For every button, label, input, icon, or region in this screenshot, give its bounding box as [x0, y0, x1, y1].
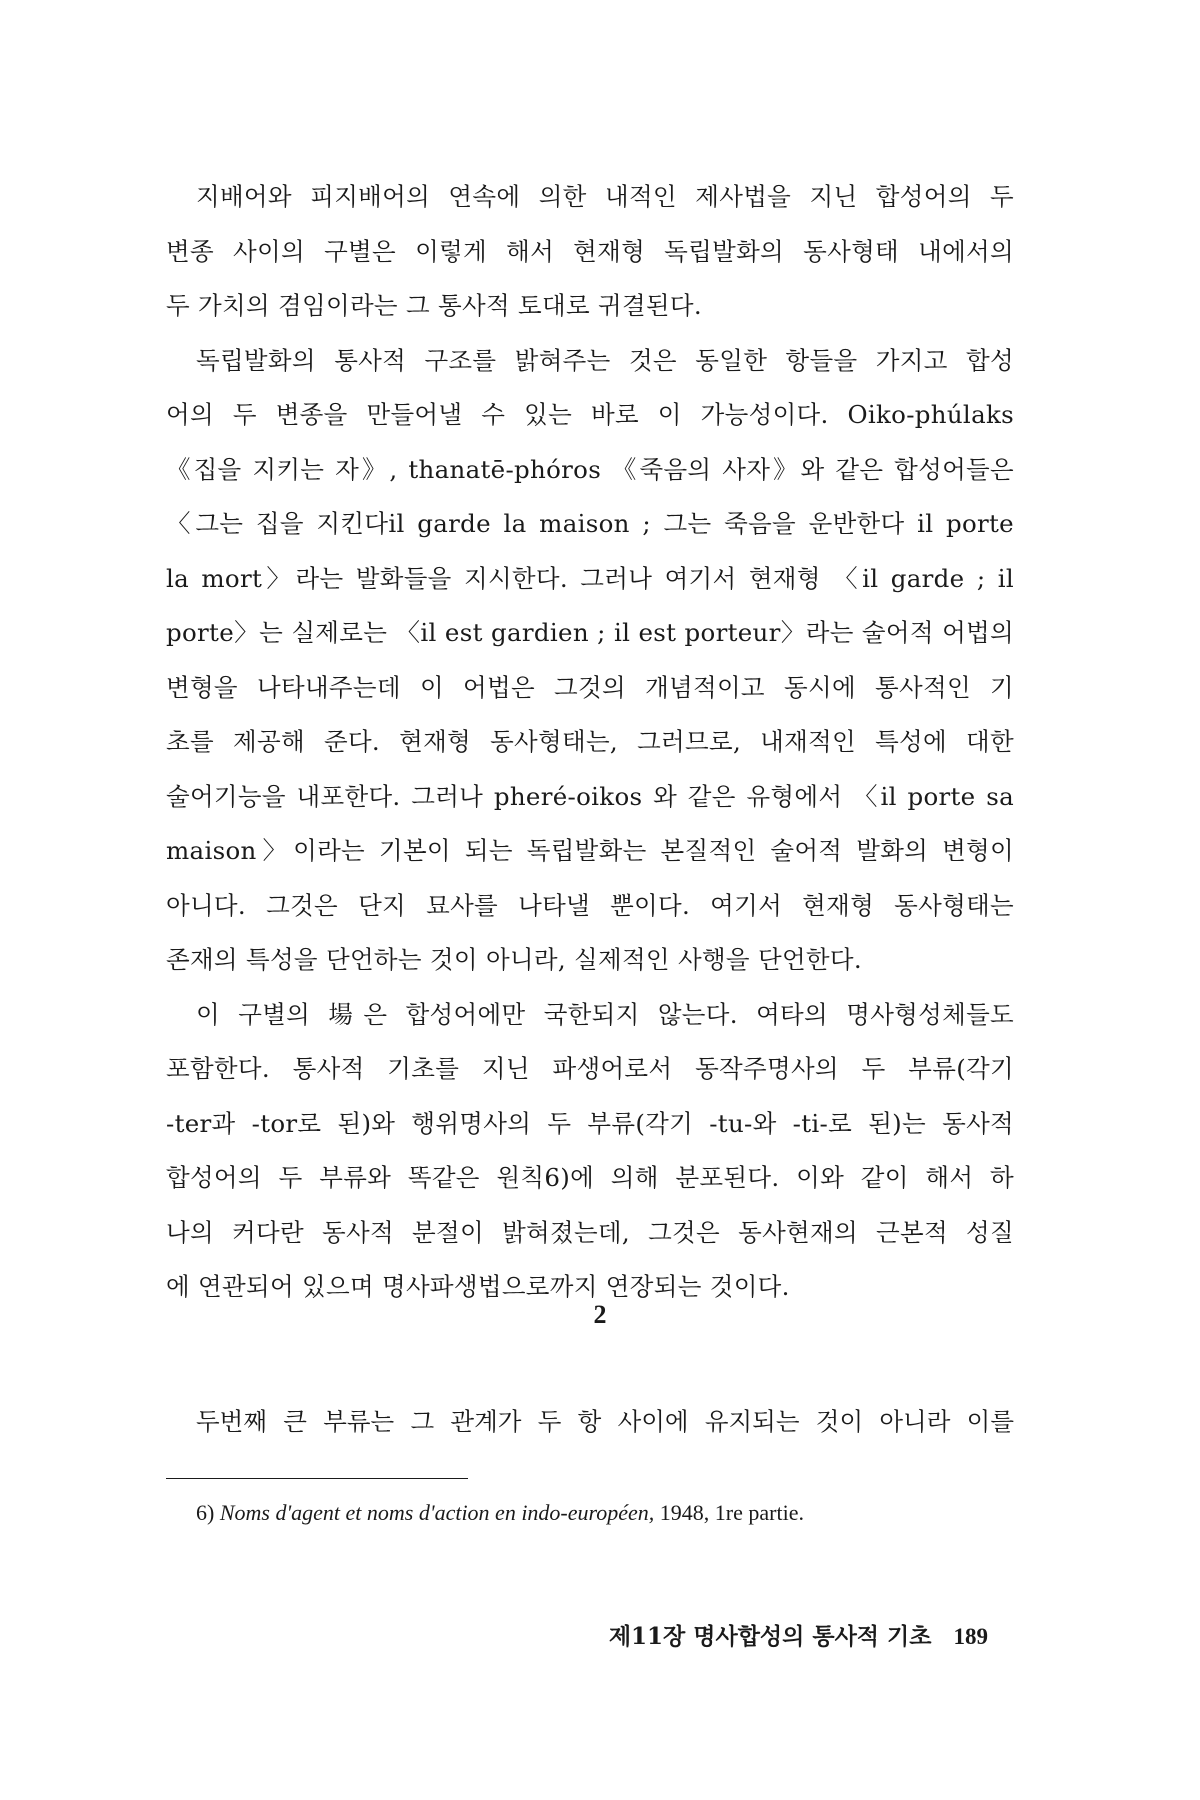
- footnote-marker: 6): [196, 1500, 215, 1525]
- text-line: 《집을 지키는 자》, thanatē-phóros 《죽음의 사자》와 같은 합성어들은: [166, 454, 1014, 484]
- text-line: 아니다. 그것은 단지 묘사를 나타낼 뿐이다. 여기서 현재형 동사형태는: [166, 890, 1014, 920]
- text-line: 지배어와 피지배어의 연속에 의한 내적인 제사법을 지닌 합성어의 두: [196, 182, 1014, 211]
- footnote-divider: [166, 1478, 468, 1479]
- text-line: 존재의 특성을 단언하는 것이 아니라, 실제적인 사행을 단언한다.: [166, 945, 862, 974]
- text-line: 초를 제공해 준다. 현재형 동사형태는, 그러므로, 내재적인 특성에 대한: [166, 727, 1014, 756]
- text-line: 포함한다. 통사적 기초를 지닌 파생어로서 동작주명사의 두 부류(각기: [166, 1054, 1014, 1083]
- footnote: [196, 1498, 804, 1528]
- text-line: 〈그는 집을 지킨다il garde la maison ; 그는 죽음을 운반한다 il porte: [166, 509, 1014, 538]
- section-number: 2: [593, 1300, 607, 1329]
- text-line: la mort〉라는 발화들을 지시한다. 그러나 여기서 현재형 〈il garde ; il: [166, 563, 1014, 593]
- text-line: 이 구별의 場은 합성어에만 국한되지 않는다. 여타의 명사형성체들도: [196, 999, 1014, 1029]
- page-number: 189: [953, 1624, 988, 1649]
- text-line: maison〉이라는 기본이 되는 독립발화는 본질적인 술어적 발화의 변형이: [166, 836, 1014, 865]
- running-footer: [609, 1622, 988, 1652]
- text-line: 합성어의 두 부류와 똑같은 원칙6)에 의해 분포된다. 이와 같이 해서 하: [166, 1163, 1014, 1192]
- text-line: 변형을 나타내주는데 이 어법은 그것의 개념적이고 동시에 통사적인 기: [166, 672, 1014, 702]
- text-line: 어의 두 변종을 만들어낼 수 있는 바로 이 가능성이다. Oiko-phúlaks: [166, 400, 1014, 429]
- text-line: 술어기능을 내포한다. 그러나 pheré-oikos 와 같은 유형에서 〈il porte sa: [166, 781, 1014, 811]
- section-first-line: 두번째 큰 부류는 그 관계가 두 항 사이에 유지되는 것이 아니라 이를: [196, 1407, 1014, 1436]
- text-line: 독립발화의 통사적 구조를 밝혀주는 것은 동일한 항들을 가지고 합성: [196, 345, 1014, 375]
- footnote-title: Noms d'agent et noms d'action en indo-européen,: [219, 1500, 655, 1525]
- footnote-rest: 1948, 1re partie.: [654, 1500, 804, 1525]
- text-line: 나의 커다란 동사적 분절이 밝혀졌는데, 그것은 동사현재의 근본적 성질: [166, 1217, 1014, 1247]
- text-line: 에 연관되어 있으며 명사파생법으로까지 연장되는 것이다.: [166, 1272, 790, 1301]
- body-text: [166, 170, 1014, 1315]
- text-line: 두 가치의 겸임이라는 그 통사적 토대로 귀결된다.: [166, 291, 702, 320]
- text-line: -ter과 -tor로 된)와 행위명사의 두 부류(각기 -tu-와 -ti-로 된)는 동사적: [166, 1108, 1014, 1138]
- text-line: 변종 사이의 구별은 이렇게 해서 현재형 독립발화의 동사형태 내에서의: [166, 236, 1014, 266]
- text-line: porte〉는 실제로는 〈il est gardien ; il est porteur〉라는 술어적 어법의: [166, 618, 1014, 647]
- chapter-title: 제11장 명사합성의 통사적 기초: [608, 1623, 932, 1650]
